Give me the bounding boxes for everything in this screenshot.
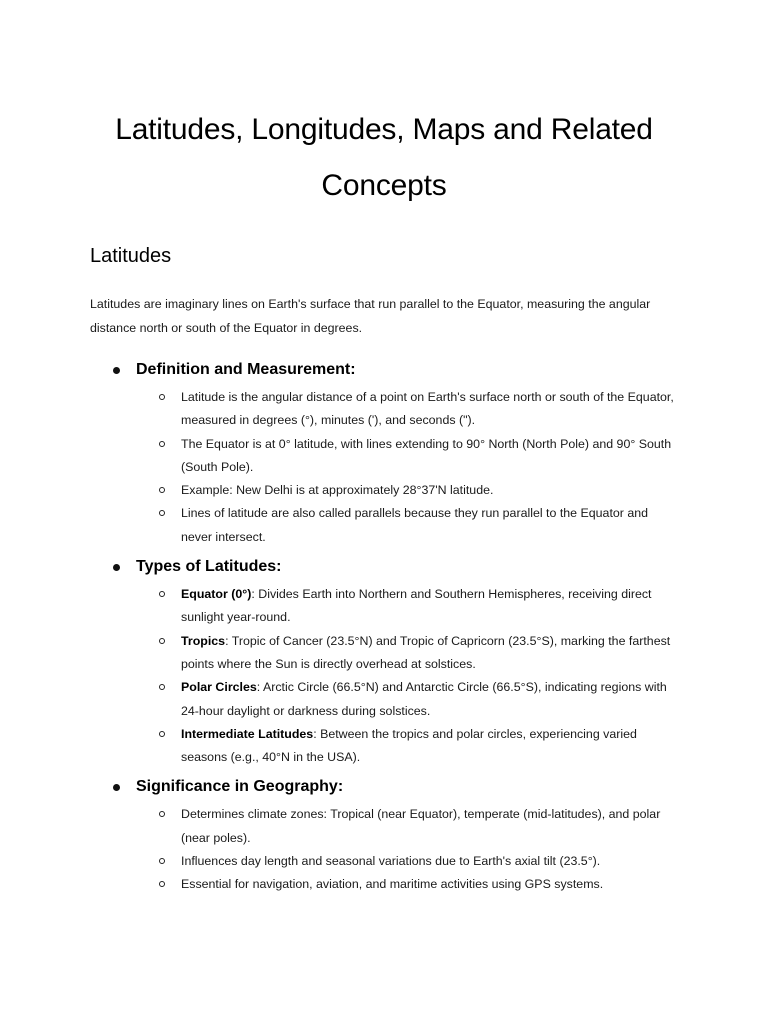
circle-bullet-icon (159, 510, 165, 516)
sub-list-item (136, 873, 678, 896)
circle-bullet-icon (159, 684, 165, 690)
bullet-dot-icon (113, 784, 120, 791)
bullet-types-of-latitudes (90, 555, 678, 769)
sub-item-text: : Tropic of Cancer (23.5°N) and Tropic of Capricorn (23.5°S), marking the farthest points where the Sun is directly overhead at solstices. (181, 633, 671, 671)
circle-bullet-icon (159, 638, 165, 644)
document-title: Latitudes, Longitudes, Maps and Related Concepts (115, 113, 653, 202)
circle-bullet-icon (159, 487, 165, 493)
circle-bullet-icon (159, 858, 165, 864)
sub-item-text: Essential for navigation, aviation, and maritime activities using GPS systems. (181, 877, 604, 892)
sub-item-text: : Between the tropics and polar circles, experiencing varied seasons (e.g., 40°N in the USA). (181, 726, 637, 765)
bullet-title: Significance in Geography: (136, 778, 344, 796)
sub-list-item (136, 850, 678, 873)
bullet-title: Types of Latitudes: (136, 558, 282, 576)
circle-bullet-icon (159, 394, 165, 400)
bullet-title: Definition and Measurement: (136, 361, 356, 378)
sub-list-item (136, 433, 678, 480)
sub-item-text: Influences day length and seasonal variations due to Earth's axial tilt (23.5°). (181, 854, 601, 869)
sub-item-text: Determines climate zones: Tropical (near Equator), temperate (mid-latitudes), and polar (near poles). (181, 807, 661, 845)
sub-item-term: Tropics (181, 633, 226, 648)
circle-bullet-icon (159, 441, 165, 447)
sub-list-item (136, 723, 678, 770)
sub-item-text: : Divides Earth into Northern and Southern Hemispheres, receiving direct sunlight year-round. (181, 587, 652, 625)
bullet-significance-in-geography (90, 775, 678, 896)
circle-bullet-icon (159, 881, 165, 887)
sub-list-item (136, 502, 678, 549)
section-intro-paragraph: Latitudes are imaginary lines on Earth's surface that run parallel to the Equator, measuring the angular distance north or south of the Equator in degrees. (90, 297, 651, 335)
bullet-dot-icon (113, 564, 120, 571)
sub-item-text: Lines of latitude are also called parallels because they run parallel to the Equator and never intersect. (181, 506, 649, 544)
sub-item-text: The Equator is at 0° latitude, with lines extending to 90° North (North Pole) and 90° South (South Pole). (181, 436, 672, 474)
section-heading-latitudes: Latitudes (90, 245, 172, 267)
bullet-list (90, 358, 678, 897)
circle-bullet-icon (159, 731, 165, 737)
sub-item-text: Latitude is the angular distance of a point on Earth's surface north or south of the Equator, measured in degrees (°), minutes ('), and seconds ("). (181, 390, 674, 428)
sub-item-term: Polar Circles (181, 680, 257, 695)
sub-list (136, 583, 678, 769)
sub-list (136, 803, 678, 896)
sub-list-item (136, 479, 678, 502)
sub-list-item (136, 676, 678, 723)
bullet-definition-and-measurement (90, 358, 678, 549)
circle-bullet-icon (159, 811, 165, 817)
sub-list-item (136, 386, 678, 433)
sub-item-term: Equator (0°) (181, 587, 252, 602)
circle-bullet-icon (159, 591, 165, 597)
sub-list-item (136, 803, 678, 850)
sub-list (136, 386, 678, 549)
sub-item-text: Example: New Delhi is at approximately 28°37'N latitude. (181, 483, 494, 498)
sub-list-item (136, 630, 678, 677)
bullet-dot-icon (113, 367, 120, 374)
sub-list-item (136, 583, 678, 630)
sub-item-term: Intermediate Latitudes (181, 726, 314, 741)
sub-item-text: : Arctic Circle (66.5°N) and Antarctic Circle (66.5°S), indicating regions with 24-hour daylight or darkness during solstices. (181, 680, 667, 718)
